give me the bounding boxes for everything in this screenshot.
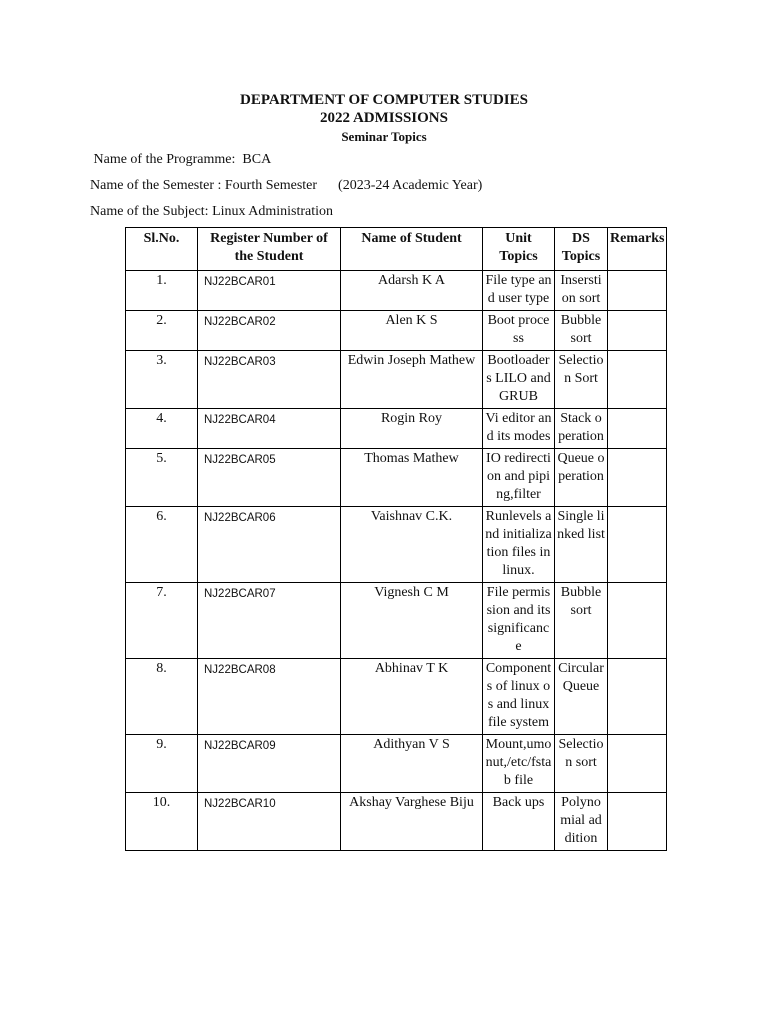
cell-unit-topic: Vi editor and its modes: [483, 409, 555, 449]
cell-name: Edwin Joseph Mathew: [341, 351, 483, 409]
cell-unit-topic: Components of linux os and linux file system: [483, 659, 555, 735]
cell-ds-topic: Selection sort: [555, 735, 608, 793]
cell-slno: 6.: [126, 507, 198, 583]
cell-slno: 10.: [126, 793, 198, 851]
cell-name: Vaishnav C.K.: [341, 507, 483, 583]
cell-remarks: [608, 735, 667, 793]
table-row: [126, 659, 667, 735]
cell-register: NJ22BCAR08: [198, 659, 341, 735]
cell-unit-topic: Mount,umonut,/etc/fstab file: [483, 735, 555, 793]
col-header-register: Register Number of the Student: [198, 228, 341, 271]
cell-name: Vignesh C M: [341, 583, 483, 659]
cell-remarks: [608, 793, 667, 851]
cell-name: Thomas Mathew: [341, 449, 483, 507]
admissions-heading: 2022 ADMISSIONS: [320, 110, 448, 126]
cell-slno: 8.: [126, 659, 198, 735]
cell-ds-topic: Insersti on sort: [555, 271, 608, 311]
col-header-unit: Unit Topics: [483, 228, 555, 271]
cell-remarks: [608, 409, 667, 449]
cell-remarks: [608, 449, 667, 507]
table-row: [126, 271, 667, 311]
table-row: [126, 409, 667, 449]
cell-name: Abhinav T K: [341, 659, 483, 735]
table-row: [126, 583, 667, 659]
department-heading: DEPARTMENT OF COMPUTER STUDIES: [240, 92, 528, 108]
cell-name: Adithyan V S: [341, 735, 483, 793]
cell-register: NJ22BCAR07: [198, 583, 341, 659]
cell-name: Rogin Roy: [341, 409, 483, 449]
cell-ds-topic: Polynomial addition: [555, 793, 608, 851]
cell-slno: 7.: [126, 583, 198, 659]
cell-remarks: [608, 311, 667, 351]
seminar-table: [125, 227, 667, 851]
cell-register: NJ22BCAR02: [198, 311, 341, 351]
col-header-remarks: Remarks: [608, 228, 667, 271]
cell-unit-topic: Boot process: [483, 311, 555, 351]
cell-unit-topic: Bootloaders LILO and GRUB: [483, 351, 555, 409]
table-row: [126, 793, 667, 851]
cell-ds-topic: Bubble sort: [555, 311, 608, 351]
cell-ds-topic: Circular Queue: [555, 659, 608, 735]
cell-slno: 3.: [126, 351, 198, 409]
cell-name: Adarsh K A: [341, 271, 483, 311]
cell-register: NJ22BCAR01: [198, 271, 341, 311]
cell-name: Akshay Varghese Biju: [341, 793, 483, 851]
cell-remarks: [608, 659, 667, 735]
seminar-subtitle: Seminar Topics: [341, 129, 427, 144]
table-row: [126, 351, 667, 409]
cell-register: NJ22BCAR04: [198, 409, 341, 449]
table-header-row: [126, 228, 667, 271]
table-row: [126, 735, 667, 793]
table-row: [126, 449, 667, 507]
cell-register: NJ22BCAR05: [198, 449, 341, 507]
cell-ds-topic: Single linked list: [555, 507, 608, 583]
cell-slno: 1.: [126, 271, 198, 311]
col-header-name: Name of Student: [341, 228, 483, 271]
cell-slno: 2.: [126, 311, 198, 351]
cell-slno: 9.: [126, 735, 198, 793]
cell-slno: 4.: [126, 409, 198, 449]
cell-unit-topic: File permission and its significance: [483, 583, 555, 659]
col-header-ds: DS Topics: [555, 228, 608, 271]
table-row: [126, 507, 667, 583]
cell-unit-topic: IO redirection and piping,filter: [483, 449, 555, 507]
cell-slno: 5.: [126, 449, 198, 507]
cell-register: NJ22BCAR06: [198, 507, 341, 583]
cell-ds-topic: Stack operation: [555, 409, 608, 449]
cell-remarks: [608, 271, 667, 311]
cell-ds-topic: Bubble sort: [555, 583, 608, 659]
semester-line: Name of the Semester : Fourth Semester (2023-24 Academic Year): [90, 178, 483, 193]
cell-unit-topic: Runlevels and initialization files in linux.: [483, 507, 555, 583]
cell-unit-topic: Back ups: [483, 793, 555, 851]
cell-ds-topic: Queue operation: [555, 449, 608, 507]
cell-remarks: [608, 583, 667, 659]
cell-name: Alen K S: [341, 311, 483, 351]
subject-line: Name of the Subject: Linux Administration: [90, 204, 334, 219]
col-header-slno: Sl.No.: [126, 228, 198, 271]
cell-register: NJ22BCAR10: [198, 793, 341, 851]
cell-ds-topic: Selection Sort: [555, 351, 608, 409]
cell-remarks: [608, 351, 667, 409]
table-row: [126, 311, 667, 351]
cell-register: NJ22BCAR09: [198, 735, 341, 793]
cell-remarks: [608, 507, 667, 583]
programme-line: Name of the Programme: BCA: [90, 152, 272, 167]
cell-register: NJ22BCAR03: [198, 351, 341, 409]
cell-unit-topic: File type and user type: [483, 271, 555, 311]
